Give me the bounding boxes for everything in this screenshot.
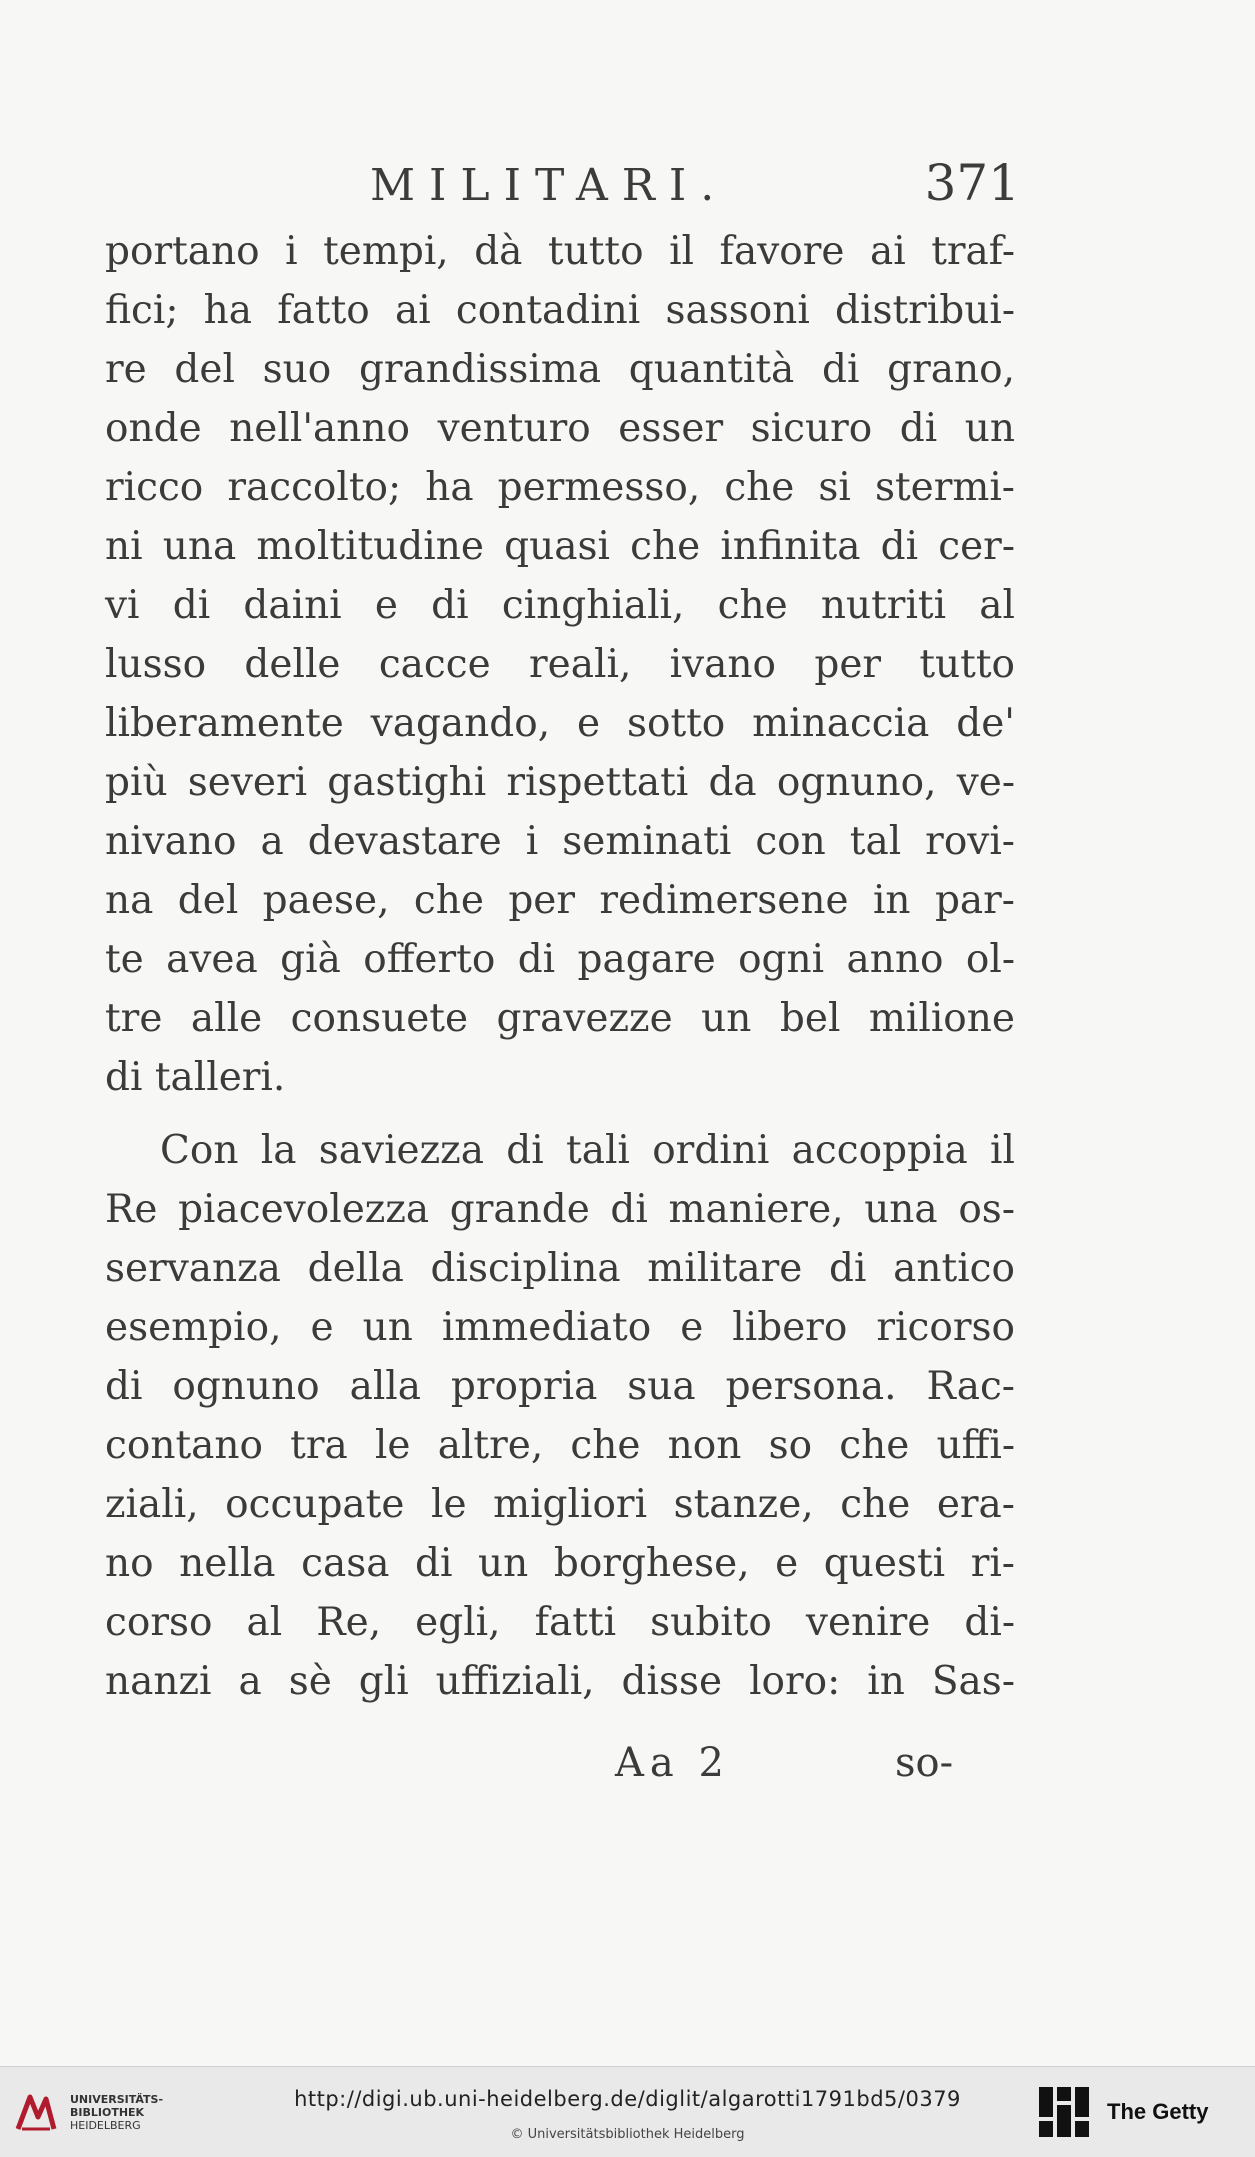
running-head: MILITARI. — [370, 160, 729, 211]
text-line: di talleri. — [105, 1055, 286, 1100]
library-name-line: HEIDELBERG — [70, 2119, 141, 2132]
text-line: re del suo grandissima quantità di grano, — [105, 347, 1015, 392]
library-name-line: BIBLIOTHEK — [70, 2106, 145, 2119]
text-line: più severi gastighi rispettati da ognuno, ve- — [105, 760, 1015, 805]
text-line: vi di daini e di cinghiali, che nutriti al — [105, 583, 1015, 628]
text-line: nanzi a sè gli uffiziali, disse loro: in Sas- — [105, 1659, 1015, 1704]
text-line: no nella casa di un borghese, e questi ri- — [105, 1541, 1015, 1586]
text-line: te avea già offerto di pagare ogni anno ol- — [105, 937, 1015, 982]
text-line: tre alle consuete gravezze un bel milione — [105, 996, 1015, 1041]
text-line: fici; ha fatto ai contadini sassoni distribui- — [105, 288, 1015, 333]
page-header — [370, 154, 1020, 220]
library-name-line: UNIVERSITÄTS- — [70, 2093, 164, 2106]
text-line: lusso delle cacce reali, ivano per tutto — [105, 642, 1015, 687]
body-text — [105, 222, 1015, 1711]
text-line: servanza della disciplina militare di antico — [105, 1246, 1015, 1291]
text-line: corso al Re, egli, fatti subito venire di- — [105, 1600, 1015, 1645]
permalink-url[interactable]: http://digi.ub.uni-heidelberg.de/diglit/algarotti1791bd5/0379 — [294, 2087, 961, 2111]
sponsor-name: The Getty — [1107, 2099, 1209, 2124]
viewer-footer — [0, 2066, 1255, 2157]
text-line: onde nell'anno venturo esser sicuro di un — [105, 406, 1015, 451]
text-line: esempio, e un immediato e libero ricorso — [105, 1305, 1015, 1350]
page-foot — [605, 1740, 975, 1790]
getty-logo[interactable] — [1037, 2085, 1237, 2141]
text-line: contano tra le altre, che non so che uffi- — [105, 1423, 1015, 1468]
text-line: na del paese, che per redimersene in par- — [105, 878, 1015, 923]
signature-mark: Aa 2 — [615, 1740, 730, 1786]
text-line: Con la saviezza di tali ordini accoppia il — [160, 1128, 1015, 1173]
text-line: di ognuno alla propria sua persona. Rac- — [105, 1364, 1015, 1409]
copyright-notice: © Universitätsbibliothek Heidelberg — [510, 2127, 745, 2142]
text-line: ricco raccolto; ha permesso, che si stermi- — [105, 465, 1015, 510]
text-line: nivano a devastare i seminati con tal rovi- — [105, 819, 1015, 864]
page-number: 371 — [924, 154, 1020, 212]
text-line: ni una moltitudine quasi che infinita di cer- — [105, 524, 1015, 569]
getty-mark-icon — [1037, 2085, 1093, 2141]
text-line: liberamente vagando, e sotto minaccia de' — [105, 701, 1015, 746]
text-line: portano i tempi, dà tutto il favore ai traf- — [105, 229, 1015, 274]
text-line: Re piacevolezza grande di maniere, una os- — [105, 1187, 1015, 1232]
catchword: so- — [895, 1740, 954, 1786]
paragraph-gap — [105, 1107, 1015, 1121]
text-line: ziali, occupate le migliori stanze, che era- — [105, 1482, 1015, 1527]
